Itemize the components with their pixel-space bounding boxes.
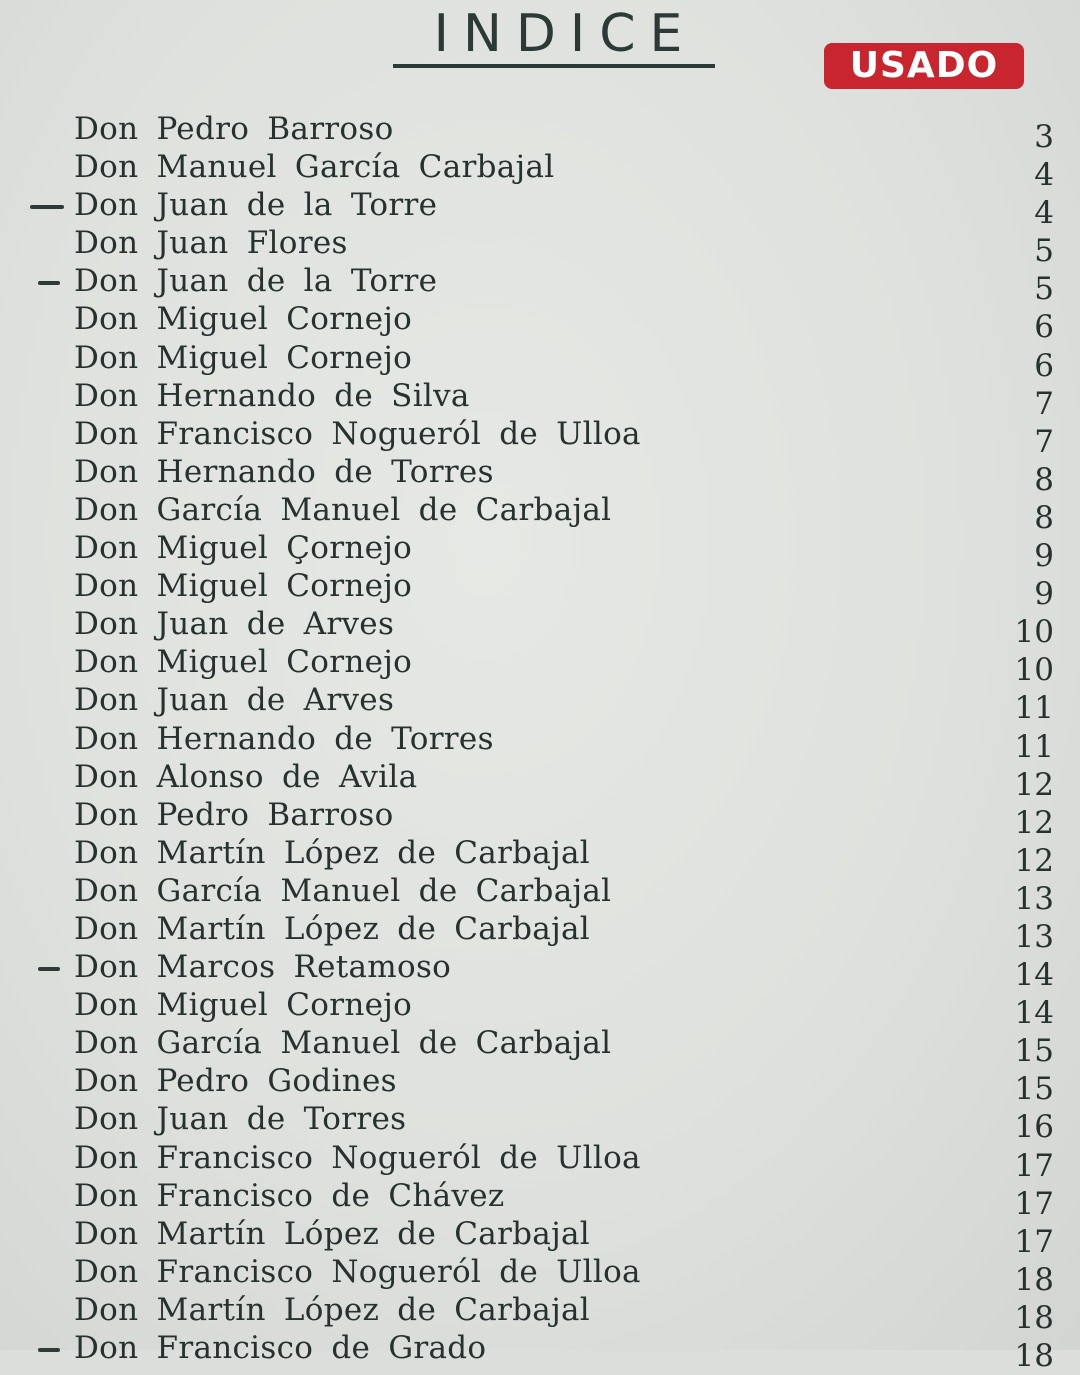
entry-name: Don Francisco de Chávez	[74, 1177, 505, 1214]
entry-page-number: 16	[1014, 1109, 1054, 1146]
used-badge: USADO	[824, 43, 1024, 89]
index-entry	[0, 1253, 1080, 1298]
entry-name: Don Juan de la Torre	[74, 187, 438, 224]
entry-page-number: 9	[1034, 538, 1054, 575]
index-entry	[0, 643, 1080, 689]
index-entry	[0, 339, 1080, 384]
index-entry	[0, 453, 1080, 498]
entry-name: Don Alonso de Avila	[74, 758, 418, 795]
entry-page-number: 8	[1034, 499, 1054, 536]
entry-name: Don Miguel Cornejo	[74, 568, 413, 605]
entry-page-number: 4	[1034, 195, 1054, 232]
entry-name: Don Francisco Nogueról de Ulloa	[74, 1253, 641, 1290]
entry-page-number: 9	[1034, 576, 1054, 613]
entry-page-number: 17	[1014, 1147, 1054, 1184]
entry-page-number: 12	[1014, 804, 1054, 841]
entry-page-number: 11	[1014, 690, 1054, 727]
entry-name: Don García Manuel de Carbajal	[74, 1025, 612, 1062]
entry-name: Don Juan Flores	[74, 225, 348, 262]
entry-name: Don Francisco Nogueról de Ulloa	[74, 415, 641, 452]
entry-page-number: 7	[1034, 423, 1054, 460]
index-entry	[0, 1100, 1080, 1146]
entry-name: Don Pedro Barroso	[74, 796, 394, 833]
entry-page-number: 11	[1014, 728, 1054, 765]
index-entry	[0, 1215, 1080, 1260]
index-entry	[0, 377, 1080, 422]
pencil-mark-dash	[38, 281, 60, 285]
entry-page-number: 13	[1014, 880, 1054, 917]
index-entry	[0, 872, 1080, 917]
entry-page-number: 3	[1034, 119, 1054, 155]
entry-page-number: 15	[1014, 1071, 1054, 1108]
entry-page-number: 12	[1014, 842, 1054, 879]
entry-page-number: 17	[1014, 1185, 1054, 1222]
pencil-mark-dash	[30, 205, 64, 209]
index-entry	[0, 681, 1080, 727]
entry-page-number: 18	[1014, 1338, 1054, 1374]
index-entry	[0, 529, 1080, 575]
entry-name: Don Miguel Cornejo	[74, 301, 413, 338]
index-entry	[0, 910, 1080, 955]
index-entry	[0, 148, 1080, 194]
entry-name: Don Pedro Barroso	[74, 111, 394, 147]
entry-name: Don Martín López de Carbajal	[74, 910, 590, 947]
entry-page-number: 8	[1034, 461, 1054, 498]
entry-page-number: 6	[1034, 347, 1054, 384]
entry-page-number: 4	[1034, 157, 1054, 194]
index-entry	[0, 186, 1080, 232]
index-entry	[0, 986, 1080, 1032]
entry-page-number: 12	[1014, 766, 1054, 803]
entry-name: Don Francisco Nogueról de Ulloa	[74, 1139, 641, 1176]
entry-name: Don Martín López de Carbajal	[74, 834, 590, 871]
entry-name: Don Juan de Arves	[74, 682, 395, 719]
index-entry	[0, 567, 1080, 613]
index-entry	[0, 1329, 1080, 1374]
page-title: INDICE	[433, 4, 697, 64]
entry-name: Don Martín López de Carbajal	[74, 1215, 590, 1252]
entry-name: Don Miguel Çornejo	[74, 530, 413, 567]
index-entry	[0, 224, 1080, 270]
entry-page-number: 5	[1034, 271, 1054, 308]
entry-name: Don Marcos Retamoso	[74, 949, 452, 986]
entry-name: Don Juan de la Torre	[74, 263, 438, 300]
entry-name: Don Hernando de Torres	[74, 453, 494, 490]
index-entry	[0, 720, 1080, 765]
entry-page-number: 14	[1014, 957, 1054, 994]
entry-name: Don García Manuel de Carbajal	[74, 872, 612, 909]
pencil-mark-dash	[38, 967, 60, 971]
index-list	[0, 110, 1080, 1374]
index-entry	[0, 834, 1080, 879]
entry-page-number: 5	[1034, 233, 1054, 270]
index-entry	[0, 1062, 1080, 1108]
index-entry	[0, 415, 1080, 460]
index-entry	[0, 1291, 1080, 1336]
index-entry	[0, 1177, 1080, 1222]
entry-page-number: 7	[1034, 385, 1054, 422]
entry-name: Don Miguel Cornejo	[74, 644, 413, 681]
title-underline	[393, 64, 715, 68]
entry-name: Don Miguel Cornejo	[74, 987, 413, 1024]
pencil-mark-dash	[38, 1348, 60, 1352]
entry-name: Don Juan de Arves	[74, 606, 395, 643]
index-entry	[0, 300, 1080, 346]
entry-page-number: 13	[1014, 918, 1054, 955]
entry-page-number: 15	[1014, 1033, 1054, 1070]
entry-name: Don García Manuel de Carbajal	[74, 491, 612, 528]
entry-name: Don Juan de Torres	[74, 1101, 407, 1138]
entry-page-number: 6	[1034, 309, 1054, 346]
entry-page-number: 10	[1014, 614, 1054, 651]
index-entry	[0, 491, 1080, 536]
entry-page-number: 14	[1014, 995, 1054, 1032]
index-entry	[0, 796, 1080, 841]
index-entry	[0, 1139, 1080, 1184]
index-entry	[0, 1024, 1080, 1070]
entry-name: Don Hernando de Silva	[74, 377, 470, 414]
index-entry	[0, 605, 1080, 651]
entry-name: Don Pedro Godines	[74, 1063, 397, 1100]
index-entry	[0, 110, 1080, 155]
entry-name: Don Miguel Cornejo	[74, 339, 413, 376]
entry-name: Don Francisco de Grado	[74, 1330, 487, 1366]
index-entry	[0, 262, 1080, 308]
entry-name: Don Hernando de Torres	[74, 720, 494, 757]
entry-page-number: 18	[1014, 1261, 1054, 1298]
entry-page-number: 18	[1014, 1299, 1054, 1336]
entry-page-number: 10	[1014, 652, 1054, 689]
index-entry	[0, 758, 1080, 803]
entry-page-number: 17	[1014, 1223, 1054, 1260]
entry-name: Don Manuel García Carbajal	[74, 149, 555, 186]
index-entry	[0, 948, 1080, 994]
entry-name: Don Martín López de Carbajal	[74, 1291, 590, 1328]
